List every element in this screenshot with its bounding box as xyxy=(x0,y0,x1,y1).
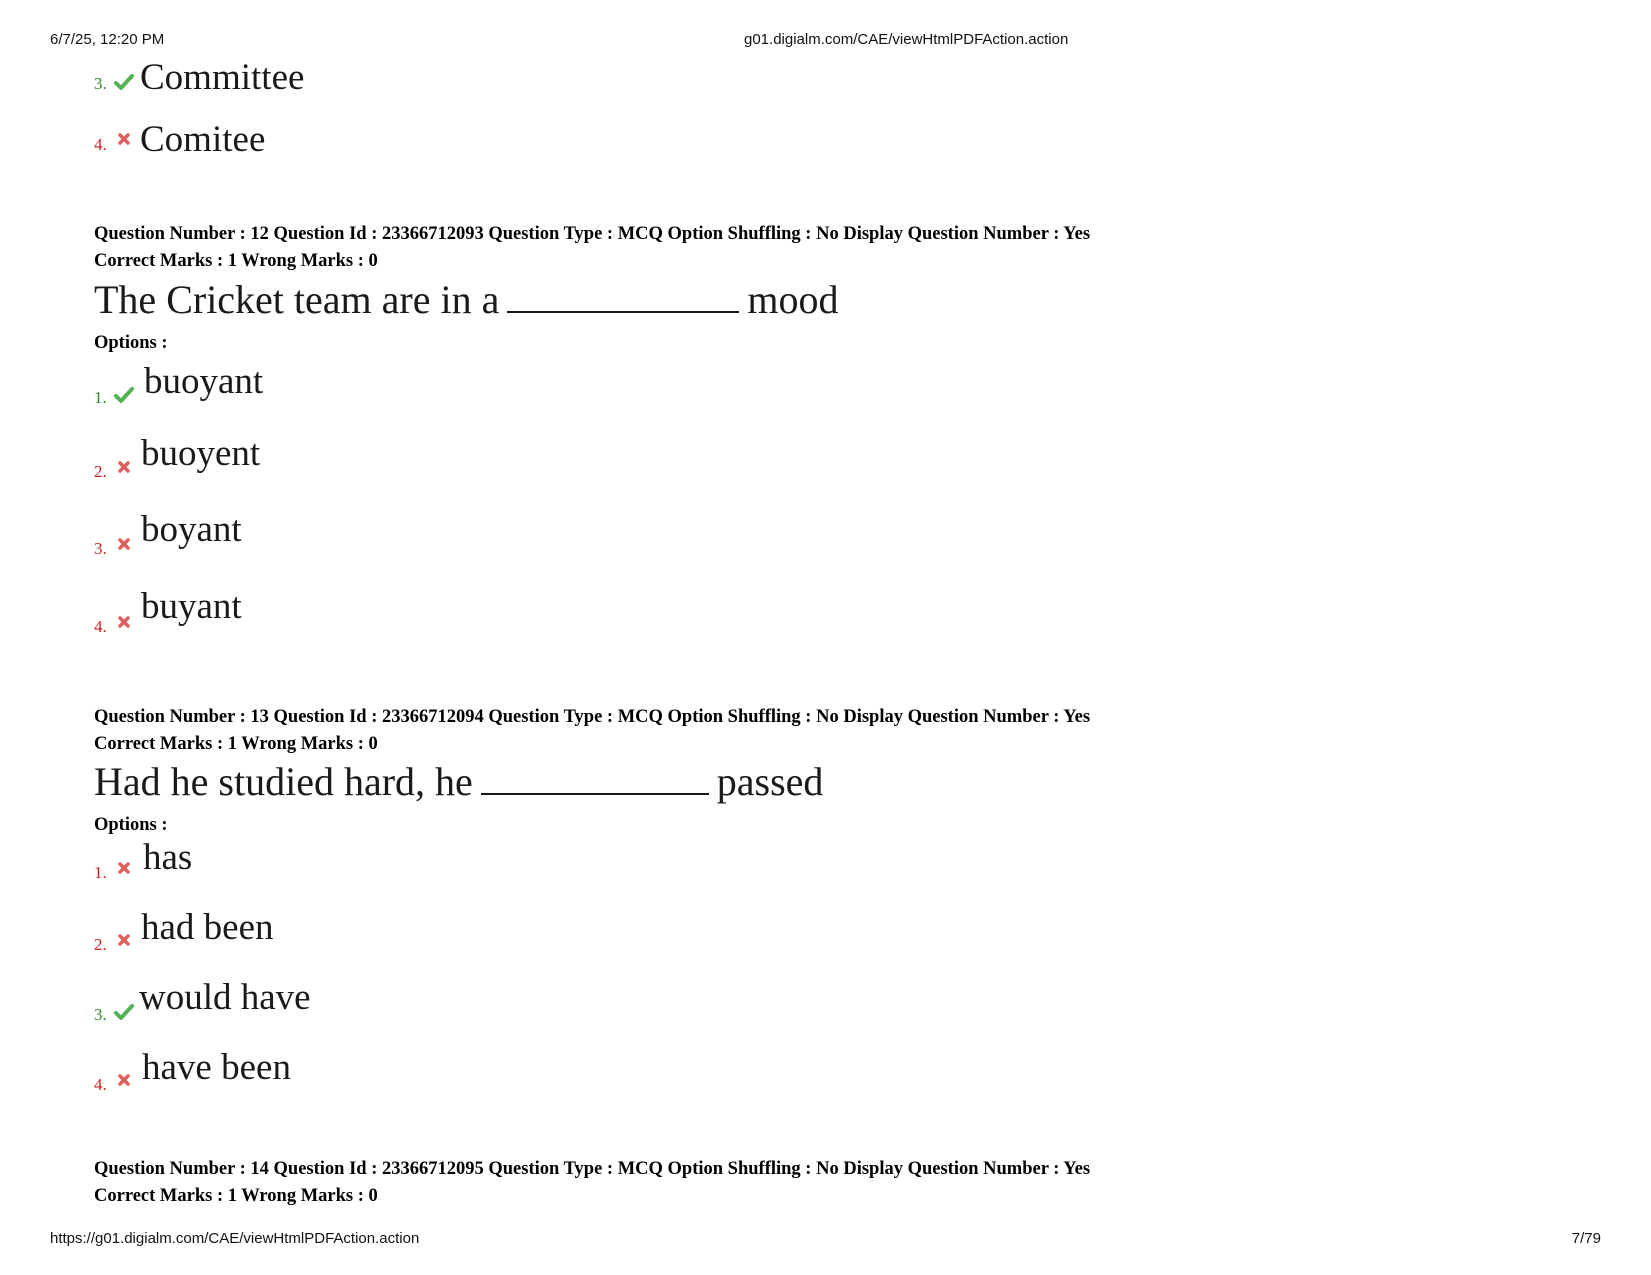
cross-icon xyxy=(117,615,131,629)
check-icon xyxy=(114,73,134,91)
question-12-stem xyxy=(94,276,838,323)
option-text: Committee xyxy=(140,57,305,98)
question-13-marks: Correct Marks : 1 Wrong Marks : 0 xyxy=(94,734,378,754)
question-13-options-label: Options : xyxy=(94,815,168,835)
answer-blank xyxy=(507,279,739,313)
question-13-meta: Question Number : 13 Question Id : 23366712094 Question Type : MCQ Option Shuffling : No Display Question Number : Yes xyxy=(94,707,1091,727)
option-text: buoyent xyxy=(141,433,261,474)
question-14-meta: Question Number : 14 Question Id : 23366712095 Question Type : MCQ Option Shuffling : No Display Question Number : Yes xyxy=(94,1159,1091,1179)
print-datetime: 6/7/25, 12:20 PM xyxy=(50,31,165,48)
check-icon xyxy=(114,386,134,404)
option-number: 4. xyxy=(94,1075,107,1094)
answer-blank xyxy=(481,761,709,795)
cross-icon xyxy=(117,1073,131,1087)
check-icon xyxy=(114,1003,134,1021)
stem-text-before: Had he studied hard, he xyxy=(94,759,473,804)
option-number: 1. xyxy=(94,388,107,407)
stem-text-before: The Cricket team are in a xyxy=(94,277,500,322)
cross-icon xyxy=(117,861,131,875)
option-number: 4. xyxy=(94,135,107,154)
question-13-stem xyxy=(94,758,823,805)
print-footer-url: https://g01.digialm.com/CAE/viewHtmlPDFAction.action xyxy=(50,1230,420,1247)
option-text: had been xyxy=(141,907,274,948)
option-text: buoyant xyxy=(144,361,264,402)
cross-icon xyxy=(117,460,131,474)
option-number: 4. xyxy=(94,617,107,636)
option-text: have been xyxy=(142,1047,291,1088)
option-text: would have xyxy=(139,977,311,1018)
question-12-meta: Question Number : 12 Question Id : 23366712093 Question Type : MCQ Option Shuffling : No Display Question Number : Yes xyxy=(94,224,1091,244)
question-12-marks: Correct Marks : 1 Wrong Marks : 0 xyxy=(94,251,378,271)
option-text: boyant xyxy=(141,509,242,550)
option-text: buyant xyxy=(141,586,242,627)
option-number: 3. xyxy=(94,1005,107,1024)
option-number: 3. xyxy=(94,74,107,93)
question-14-marks: Correct Marks : 1 Wrong Marks : 0 xyxy=(94,1186,378,1206)
option-number: 1. xyxy=(94,863,107,882)
cross-icon xyxy=(117,933,131,947)
option-number: 2. xyxy=(94,462,107,481)
option-number: 3. xyxy=(94,539,107,558)
option-text: Comitee xyxy=(140,119,266,160)
option-text: has xyxy=(143,837,193,878)
stem-text-after: passed xyxy=(716,759,824,804)
print-header-url: g01.digialm.com/CAE/viewHtmlPDFAction.action xyxy=(744,31,1069,48)
page-number: 7/79 xyxy=(1571,1230,1601,1247)
stem-text-after: mood xyxy=(747,277,839,322)
cross-icon xyxy=(117,537,131,551)
option-number: 2. xyxy=(94,935,107,954)
question-12-options-label: Options : xyxy=(94,333,168,353)
cross-icon xyxy=(117,132,131,146)
